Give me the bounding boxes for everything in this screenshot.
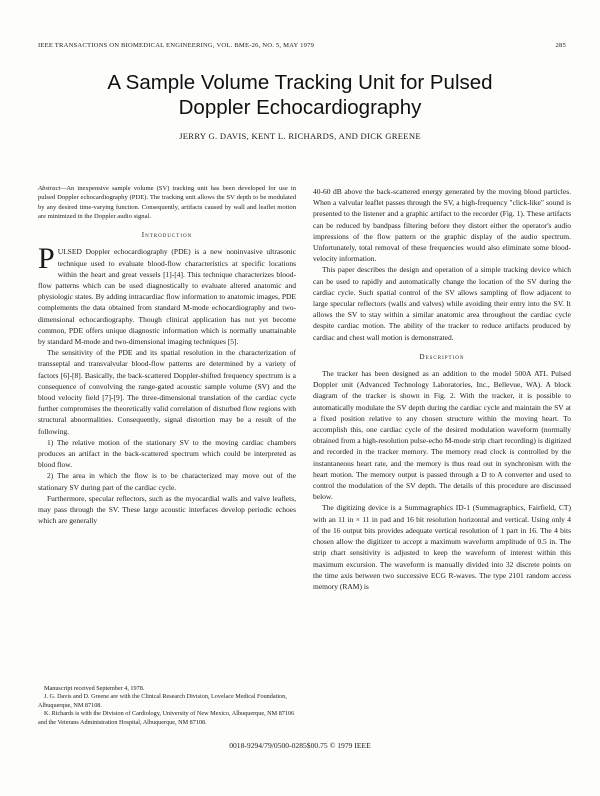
title-line-2: Doppler Echocardiography — [178, 96, 422, 119]
intro-paragraph-3: 1) The relative motion of the stationary SV to the moving cardiac chambers produces an artifact in the back-scattered spectrum which could be interpreted as blood flow. — [38, 437, 296, 470]
left-column — [38, 184, 296, 526]
paper-title — [0, 70, 600, 120]
intro-paragraph-4: 2) The area in which the flow is to be characterized may move out of the stationary SV during part of the cardiac cycle. — [38, 471, 296, 492]
authors: JERRY G. DAVIS, KENT L. RICHARDS, AND DICK GREENE — [179, 131, 421, 141]
journal-line: IEEE TRANSACTIONS ON BIOMEDICAL ENGINEERING, VOL. BME-26, NO. 5, MAY 1979 — [38, 42, 315, 49]
footnote — [38, 685, 296, 727]
copyright-footer: 0018-9294/79/0500-0285$00.75 © 1979 IEEE — [229, 741, 371, 750]
right-paragraph-3: The tracker has been designed as an addition to the model 500A ATL Pulsed Doppler unit (Advanced Technology Laboratories, Inc., Bellevue, WA). A block diagram of the tracker is shown in Fig. 2. With the tracker, it is possible to automatically modulate the SV depth during the cardiac cycle and maintain the SV at a fixed position relative to any chosen structure within the moving heart. To accomplish this, one cardiac cycle of the desired modulation waveform (normally obtained from a high-resolution pulse-echo M-mode strip chart recording) is digitized and recorded in the tracker memory. The memory read clock is controlled by the instantaneous heart rate, and the memory is thus read out in synchronism with the heart motion. The memory output is passed through a D to A converter and used to control the modulation of the SV depth. The details of this procedure are discussed below. — [313, 369, 571, 502]
footnote-affiliation-2: K. Richards is with the Division of Cardiology, University of New Mexico, Albuquerque, NM 87106 and the Veterans Administration Hospital, Albuquerque, NM 87108. — [38, 710, 295, 726]
right-paragraph-1: 40-60 dB above the back-scattered energy generated by the moving blood particles. When a valvular leaflet passes through the SV, a high-frequency "click-like" sound is presented to the listener and a graphic artifact to the recorder (Fig. 1). These artifacts can be reduced by bandpass filtering before they distort either the operator's audio impressions of the flow pattern or the graphic display of the audio spectrum. Unfortunately, total removal of these frequencies would also eliminate some blood-velocity information. — [313, 187, 571, 264]
introduction-heading: Introduction — [141, 231, 193, 240]
right-column — [313, 186, 571, 592]
dropcap: P — [38, 242, 55, 276]
intro-paragraph-1: PULSED Doppler echocardiography (PDE) is a new noninvasive ultrasonic technique used to evaluate blood-flow characteristics at specific locations within the heart and great vessels [1]-[4]. This technique characterizes blood-flow patterns which can be used diagnostically to evaluate altered anatomic and physiologic states. By adding intracardiac flow information to anatomic images, PDE complements the data obtained from standard M-mode echocardiography and two-dimensional echocardiography. Though clinical application has not yet become common, PDE offers unique diagnostic information which is normally unattainable by standard M-mode and two-dimensional imaging techniques [5]. — [38, 242, 296, 347]
footnote-affiliation-1: J. G. Davis and D. Greene are with the Clinical Research Division, Lovelace Medical Foundation, Albuquerque, NM 87108. — [38, 693, 287, 709]
abstract-text: An inexpensive sample volume (SV) tracking unit has been developed for use in pulsed Doppler echocardiography (PDE). The tracking unit allows the SV depth to be modulated by any desired time-varying function. Consequently, artifacts caused by wall and leaflet motion are minimized in the Doppler audio signal. — [38, 185, 296, 220]
intro-paragraph-2: The sensitivity of the PDE and its spatial resolution in the characterization of transseptal and transvalvular blood-flow patterns are determined by a variety of factors [6]-[8]. Basically, the back-scattered Doppler-shifted frequency spectrum is a consequence of convolving the range-gated acoustic sample volume (SV) and the blood velocity field [7]-[9]. The three-dimensional translation of the cardiac cycle further compromises the theoretically valid correlation of disturbed flow regions with structural abnormalities. Consequently, signal distortion may be a result of the following. — [38, 348, 296, 436]
footnote-received: Manuscript received September 4, 1978. — [44, 685, 145, 692]
abstract-lead: Abstract— — [38, 185, 67, 192]
intro-paragraph-5: Furthermore, specular reflectors, such as the myocardial walls and valve leaflets, may pass through the SV. These large acoustic interfaces develop periodic echoes which are generally — [38, 493, 296, 526]
page-number: 285 — [555, 42, 566, 49]
right-paragraph-4: The digitizing device is a Summagraphics ID-1 (Summagraphics, Fairfield, CT) with an 11 in × 11 in pad and 16 bit resolution horizontal and vertical. Using only 4 of the 16 output bits provides adequate vertical resolution of 1 part in 16. The 4 bits chosen allow the digitizer to accept a maximum waveform amplitude of 0.5 in. The strip chart sensitivity is adjusted to keep the waveform of interest within this maximum excursion. The waveform is manually divided into 32 discrete points on the time axis between two successive ECG R-waves. The type 2101 random access memory (RAM) is — [313, 503, 571, 591]
right-paragraph-2: This paper describes the design and operation of a simple tracking device which can be used to rapidly and automatically change the location of the SV during the cardiac cycle. Such spatial control of the SV allows sampling of flow adjacent to large specular reflectors (walls and valves) while avoiding their entry into the SV. It allows the SV to stay within a similar anatomic area throughout the cardiac cycle despite cardiac motion. The ability of the tracker to reduce artifacts produced by cardiac and chest wall motion is demonstrated. — [313, 265, 571, 342]
abstract — [38, 184, 296, 221]
running-head — [38, 42, 566, 49]
title-line-1: A Sample Volume Tracking Unit for Pulsed — [107, 71, 493, 94]
description-heading: Description — [419, 352, 465, 361]
